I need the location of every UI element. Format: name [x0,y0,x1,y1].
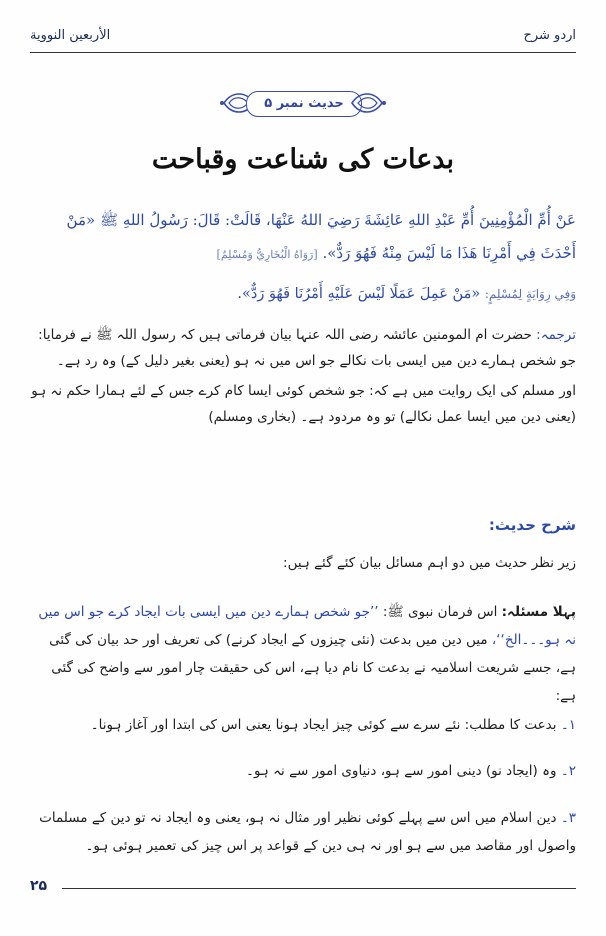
hadith-number-badge [0,86,606,120]
sharh-intro: زیر نظر حدیث میں دو اہم مسائل بیان کئے گئے ہیں: [283,555,576,571]
point-number: ۲۔ [560,763,576,779]
first-issue-lead: اس فرمان نبوی ﷺ: [382,604,498,620]
arabic-alt-intro: وَفِي رِوَايَةٍ لِمُسْلِمٍ: [484,287,576,301]
header-divider [30,52,576,53]
point-text: دین اسلام میں اس سے پہلے کوئی نظیر اور مثال نہ ہو، یعنی وہ ایجاد نہ تو دین کے مسلمات واصول اور مقاصد میں سے ہو اور نہ ہی دین کے قواعد پر اس چیز کی تعمیر ہوئی ہو۔ [39,810,576,854]
arabic-hadith-reference: [رَوَاهُ الْبُخَارِيُّ وَمُسْلِمٌ] [216,248,318,261]
translation-text: حضرت ام المومنین عائشہ رضی اللہ عنہا بیان فرماتی ہیں کہ رسول اللہ ﷺ نے فرمایا: جو شخص ہمارے دین میں ایسی بات نکالے جو اس میں نہ ہو (یعنی بغیر دلیل کے) وہ رد ہے۔ [38,327,576,369]
page-title: بدعات کی شناعت وقباحت [151,144,455,175]
arabic-hadith-line2: أَحْدَثَ فِي أَمْرِنَا هَذَا مَا لَيْسَ مِنْهُ فَهُوَ رَدٌّ». [322,244,576,262]
point-item [30,804,576,860]
translation-paragraph [30,322,576,374]
header-book-title: الأربعين النووية [30,28,111,43]
footer-divider [62,888,576,889]
point-text: بدعت کا مطلب: نئے سرے سے کوئی چیز ایجاد ہونا یعنی اس کی ابتدا اور آغاز ہونا۔ [90,717,557,733]
first-issue-text: میں دین میں بدعت (نئی چیزوں کے ایجاد کرنے) کی تعریف اور حد بیان کی گئی ہے، جسے شریعت اسلامیہ نے بدعت کا نام دیا ہے، اس کی حقیقت چار امور سے واضح کی گئی ہے: [49,632,576,704]
sharh-heading: شرح حدیث: [488,516,576,534]
point-number: ۱۔ [560,717,576,733]
first-issue-quote: ’’جو شخص ہمارے دین میں ایسی بات ایجاد کرے جو اس میں نہ ہو۔۔۔الخ‘‘، [38,604,576,648]
point-text: وہ (ایجاد نو) دینی امور سے ہو، دنیاوی امور سے نہ ہو۔ [246,763,557,779]
page-number: ۲۵ [30,878,48,894]
header-section: اردو شرح [523,28,576,43]
arabic-hadith-line1: عَنْ أُمِّ الْمُؤْمِنِينَ أُمِّ عَبْدِ اللهِ عَائِشَةَ رَضِيَ اللهُ عَنْهَا، قَالَتْ: قَالَ: رَسُولُ اللهِ ﷺ «مَنْ [66,211,576,229]
ornament-right-icon [350,88,388,118]
point-number: ۳۔ [560,810,576,826]
arabic-hadith [30,204,576,271]
arabic-alt-narration [30,278,576,311]
arabic-alt-text: «مَنْ عَمِلَ عَمَلًا لَيْسَ عَلَيْهِ أَمْرُنَا فَهُوَ رَدٌّ». [237,286,481,302]
hadith-number-label: حدیث نمبر ۵ [246,91,362,117]
point-item [30,758,576,784]
translation-label: ترجمہ: [536,327,576,343]
first-issue-paragraph [30,598,576,710]
point-item [30,712,576,738]
first-issue-label: پہلا مسئلہ: [501,604,576,620]
running-header [30,28,576,48]
muslim-narration: اور مسلم کی ایک روایت میں ہے کہ: جو شخص کوئی ایسا کام کرے جس کے لئے ہمارا حکم نہ ہو (یعنی دین میں ایسا عمل نکالے) تو وہ مردود ہے۔ (بخاری ومسلم) [31,383,576,425]
